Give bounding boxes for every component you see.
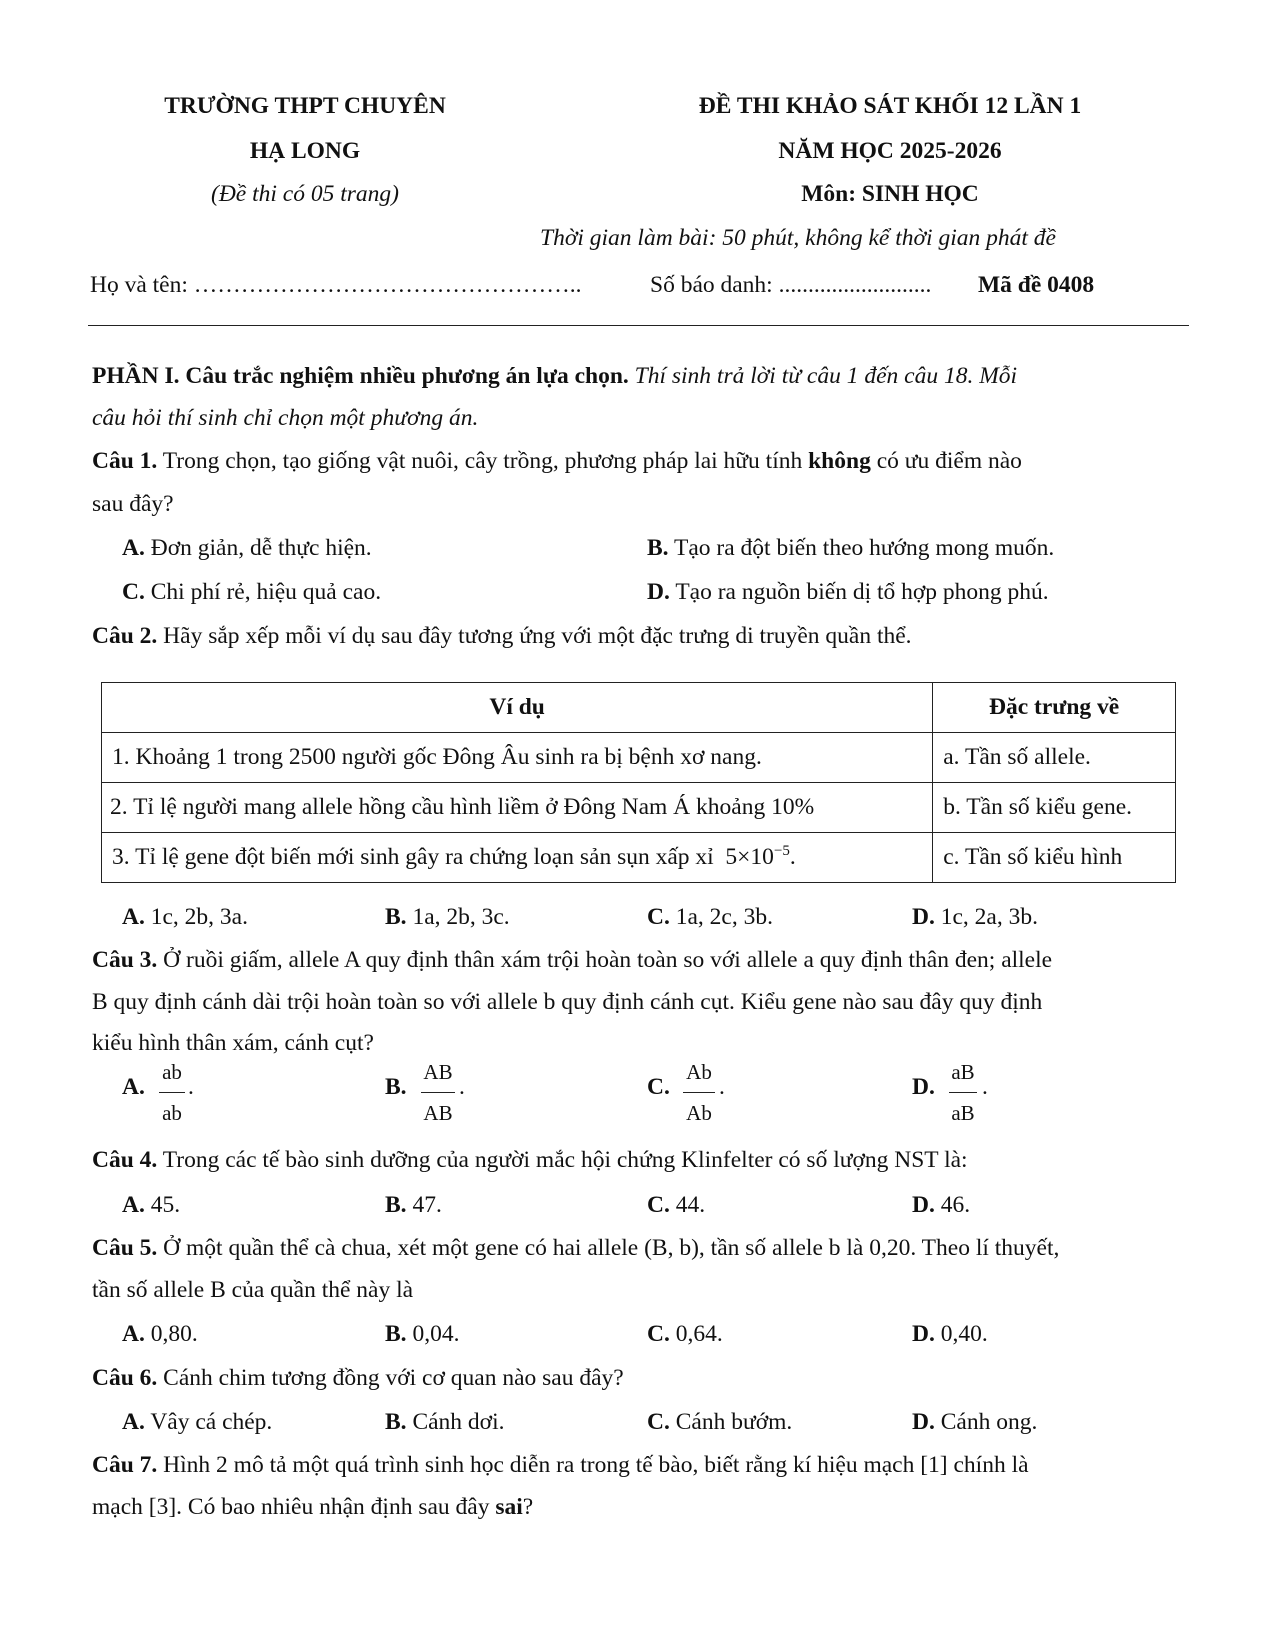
table-cell: a. Tần số allele.	[933, 733, 1176, 783]
q2-option-d[interactable]: D. 1c, 2a, 3b.	[912, 904, 1038, 930]
question-5	[92, 1235, 1183, 1262]
q1-text-bold: không	[808, 448, 871, 474]
table-row	[102, 783, 1176, 833]
question-3	[92, 947, 1183, 974]
school-year: NĂM HỌC 2025-2026	[778, 138, 1002, 164]
q5-option-b[interactable]: B. 0,04.	[385, 1321, 460, 1347]
q3-line3: kiểu hình thân xám, cánh cụt?	[92, 1030, 374, 1056]
q6-option-b[interactable]: B. Cánh dơi.	[385, 1409, 505, 1435]
q1-option-d[interactable]: D. Tạo ra nguồn biến dị tổ hợp phong phú.	[647, 579, 1049, 605]
table-header-example: Ví dụ	[102, 683, 933, 733]
table-header-feature: Đặc trưng về	[933, 683, 1176, 733]
school-name-line1: TRƯỜNG THPT CHUYÊN	[164, 93, 446, 119]
table-cell: 1. Khoảng 1 trong 2500 người gốc Đông Âu sinh ra bị bệnh xơ nang.	[102, 733, 933, 783]
table-row	[102, 733, 1176, 783]
question-7	[92, 1452, 1183, 1479]
table-cell: 2. Tỉ lệ người mang allele hồng cầu hình liềm ở Đông Nam Á khoảng 10%	[102, 783, 933, 833]
exam-title: ĐỀ THI KHẢO SÁT KHỐI 12 LẦN 1	[698, 93, 1082, 119]
q6-label: Câu 6.	[92, 1365, 158, 1391]
school-name-line2: HẠ LONG	[249, 138, 361, 164]
sbd-field-label: Số báo danh: ..........................	[650, 272, 932, 298]
question-1	[92, 448, 1183, 475]
q2-option-a[interactable]: A. 1c, 2b, 3a.	[122, 904, 248, 930]
exam-duration: Thời gian làm bài: 50 phút, không kể thời gian phát đề	[540, 225, 1056, 251]
table-row	[102, 833, 1176, 883]
q3-line2: B quy định cánh dài trội hoàn toàn so với allele b quy định cánh cụt. Kiểu gene nào sau đây quy định	[92, 989, 1043, 1015]
q4-label: Câu 4.	[92, 1147, 158, 1173]
q7-bold-word: sai	[495, 1494, 523, 1520]
subject: Môn: SINH HỌC	[801, 181, 979, 207]
name-field-label: Họ và tên: …………………………………………..	[90, 272, 582, 298]
q4-text: Trong các tế bào sinh dưỡng của người mắc hội chứng Klinfelter có số lượng NST là:	[162, 1147, 968, 1173]
question-2	[92, 623, 1183, 650]
q1-option-b[interactable]: B. Tạo ra đột biến theo hướng mong muốn.	[647, 535, 1055, 561]
q1-option-c[interactable]: C. Chi phí rẻ, hiệu quả cao.	[122, 579, 382, 605]
q1-text-a: Trong chọn, tạo giống vật nuôi, cây trồng, phương pháp lai hữu tính	[162, 448, 803, 474]
q6-option-d[interactable]: D. Cánh ong.	[912, 1409, 1038, 1435]
part1-title: PHẦN I. Câu trắc nghiệm nhiều phương án lựa chọn.	[92, 363, 629, 389]
q6-option-a[interactable]: A. Vây cá chép.	[122, 1409, 273, 1435]
q1-option-a[interactable]: A. Đơn giản, dễ thực hiện.	[122, 535, 372, 561]
q1-text-line2: sau đây?	[92, 491, 174, 517]
q5-label: Câu 5.	[92, 1235, 158, 1261]
q6-option-c[interactable]: C. Cánh bướm.	[647, 1409, 793, 1435]
q1-label: Câu 1.	[92, 448, 158, 474]
q4-option-d[interactable]: D. 46.	[912, 1192, 971, 1218]
q4-option-b[interactable]: B. 47.	[385, 1192, 442, 1218]
q1-text-b: có ưu điểm nào	[876, 448, 1022, 474]
q7-label: Câu 7.	[92, 1452, 158, 1478]
exam-code: Mã đề 0408	[978, 272, 1095, 298]
table-cell: b. Tần số kiểu gene.	[933, 783, 1176, 833]
q4-option-c[interactable]: C. 44.	[647, 1192, 706, 1218]
question-6	[92, 1365, 1183, 1392]
q5-option-d[interactable]: D. 0,40.	[912, 1321, 988, 1347]
part1-heading	[92, 363, 1183, 390]
q3-label: Câu 3.	[92, 947, 158, 973]
math-expression: $5\times 10^{-5}$.	[725, 843, 796, 870]
q2-option-c[interactable]: C. 1a, 2c, 3b.	[647, 904, 773, 930]
q2-table	[101, 682, 1176, 883]
header-divider	[88, 325, 1189, 326]
table-cell: c. Tần số kiểu hình	[933, 833, 1176, 883]
part1-instruction-1: Thí sinh trả lời từ câu 1 đến câu 18. Mỗi	[634, 363, 1018, 389]
q5-line1: Ở một quần thể cà chua, xét một gene có hai allele (B, b), tần số allele b là 0,20. Theo lí thuyết,	[163, 1235, 1060, 1261]
pages-note: (Đề thi có 05 trang)	[211, 181, 399, 207]
q5-option-a[interactable]: A. 0,80.	[122, 1321, 198, 1347]
q7-line1: Hình 2 mô tả một quá trình sinh học diễn ra trong tế bào, biết rằng kí hiệu mạch [1] chính là	[163, 1452, 1029, 1478]
table-cell-row3: 3. Tỉ lệ gene đột biến mới sinh gây ra chứng loạn sản sụn xấp xỉ $5\times 10^{-5}$.	[102, 833, 933, 883]
q6-text: Cánh chim tương đồng với cơ quan nào sau đây?	[163, 1365, 624, 1391]
q4-option-a[interactable]: A. 45.	[122, 1192, 181, 1218]
exam-page: TRƯỜNG THPT CHUYÊN HẠ LONG (Đề thi có 05 trang) ĐỀ THI KHẢO SÁT KHỐI 12 LẦN 1 NĂM HỌC 2025-2026 Môn: SINH HỌC Thời gian làm bài: 50 phút, không kể thời gian phát đề Họ và tên: ………………………………………….. Số báo danh: .......................... Mã đề 0408 PHẦN I. Câu trắc nghiệm nhiều phương án lựa chọn. Thí sinh trả lời từ câu 1 đến câu 18. Mỗi câu hỏi thí sinh chỉ chọn một phương án. Câu 1. Trong chọn, tạo giống vật nuôi, cây trồng, phương pháp lai hữu tính không có ưu điểm nào sau đây? A. Đơn giản, dễ thực hiện. B. Tạo ra đột biến theo hướng mong muốn. C. Chi phí rẻ, hiệu quả cao. D. Tạo ra nguồn biến dị tổ hợp phong phú. Câu 2. Hãy sắp xếp mỗi ví dụ sau đây tương ứng với một đặc trưng di truyền quần thể. Ví dụ Đặc trưng về 1. Khoảng 1 trong 2500 người gốc Đông Âu sinh ra bị bệnh xơ nang. a. Tần số allele. 2. Tỉ lệ người mang allele hồng cầu hình liềm ở Đông Nam Á khoảng 10% b. Tần số kiểu gene. 3. Tỉ lệ gene đột biến mới sinh gây ra chứng loạn sản sụn xấp xỉ $5\times 10^{-5}$. c. Tần số kiểu hình A. 1c, 2b, 3a. B. 1a, 2b, 3c. C. 1a, 2c, 3b. D. 1c, 2a, 3b. Câu 3. Ở ruồi giấm, allele A quy định thân xám trội hoàn toàn so với allele a quy định thân đen; allele B quy định cánh dài trội hoàn toàn so với allele b quy định cánh cụt. Kiểu gene nào sau đây quy định kiểu hình thân xám, cánh cụt? A. ab ab . B. AB AB . C. Ab Ab . D. aB aB . Câu 4. Trong các tế bào sinh dưỡng của người mắc hội chứng Klinfelter có số lượng NST là: A. 45. B. 47. C. 44. D. 46. Câu 5. Ở một quần thể cà chua, xét một gene có hai allele (B, b), tần số allele b là 0,20. Theo lí thuyết, tần số allele B của quần thể này là A. 0,80. B. 0,04. C. 0,64. D. 0,40. Câu 6. Cánh chim tương đồng với cơ quan nào sau đây? A. Vây cá chép. B. Cánh dơi. C. Cánh bướm. D. Cánh ong. Câu 7. Hình 2 mô tả một quá trình sinh học diễn ra trong tế bào, biết rằng kí hiệu mạch [1] chính là mạch [3]. Có bao nhiêu nhận định sau đây sai?	[0, 0, 1275, 1650]
q2-text: Hãy sắp xếp mỗi ví dụ sau đây tương ứng với một đặc trưng di truyền quần thể.	[163, 623, 912, 649]
q7-line2: mạch [3]. Có bao nhiêu nhận định sau đây sai?	[92, 1494, 534, 1520]
q5-option-c[interactable]: C. 0,64.	[647, 1321, 723, 1347]
part1-instruction-2: câu hỏi thí sinh chỉ chọn một phương án.	[92, 405, 479, 431]
q3-line1: Ở ruồi giấm, allele A quy định thân xám trội hoàn toàn so với allele a quy định thân đen; allele	[163, 947, 1053, 973]
q2-option-b[interactable]: B. 1a, 2b, 3c.	[385, 904, 510, 930]
q5-line2: tần số allele B của quần thể này là	[92, 1277, 414, 1303]
table-header-row	[102, 683, 1176, 733]
q2-label: Câu 2.	[92, 623, 158, 649]
question-4	[92, 1147, 1183, 1174]
